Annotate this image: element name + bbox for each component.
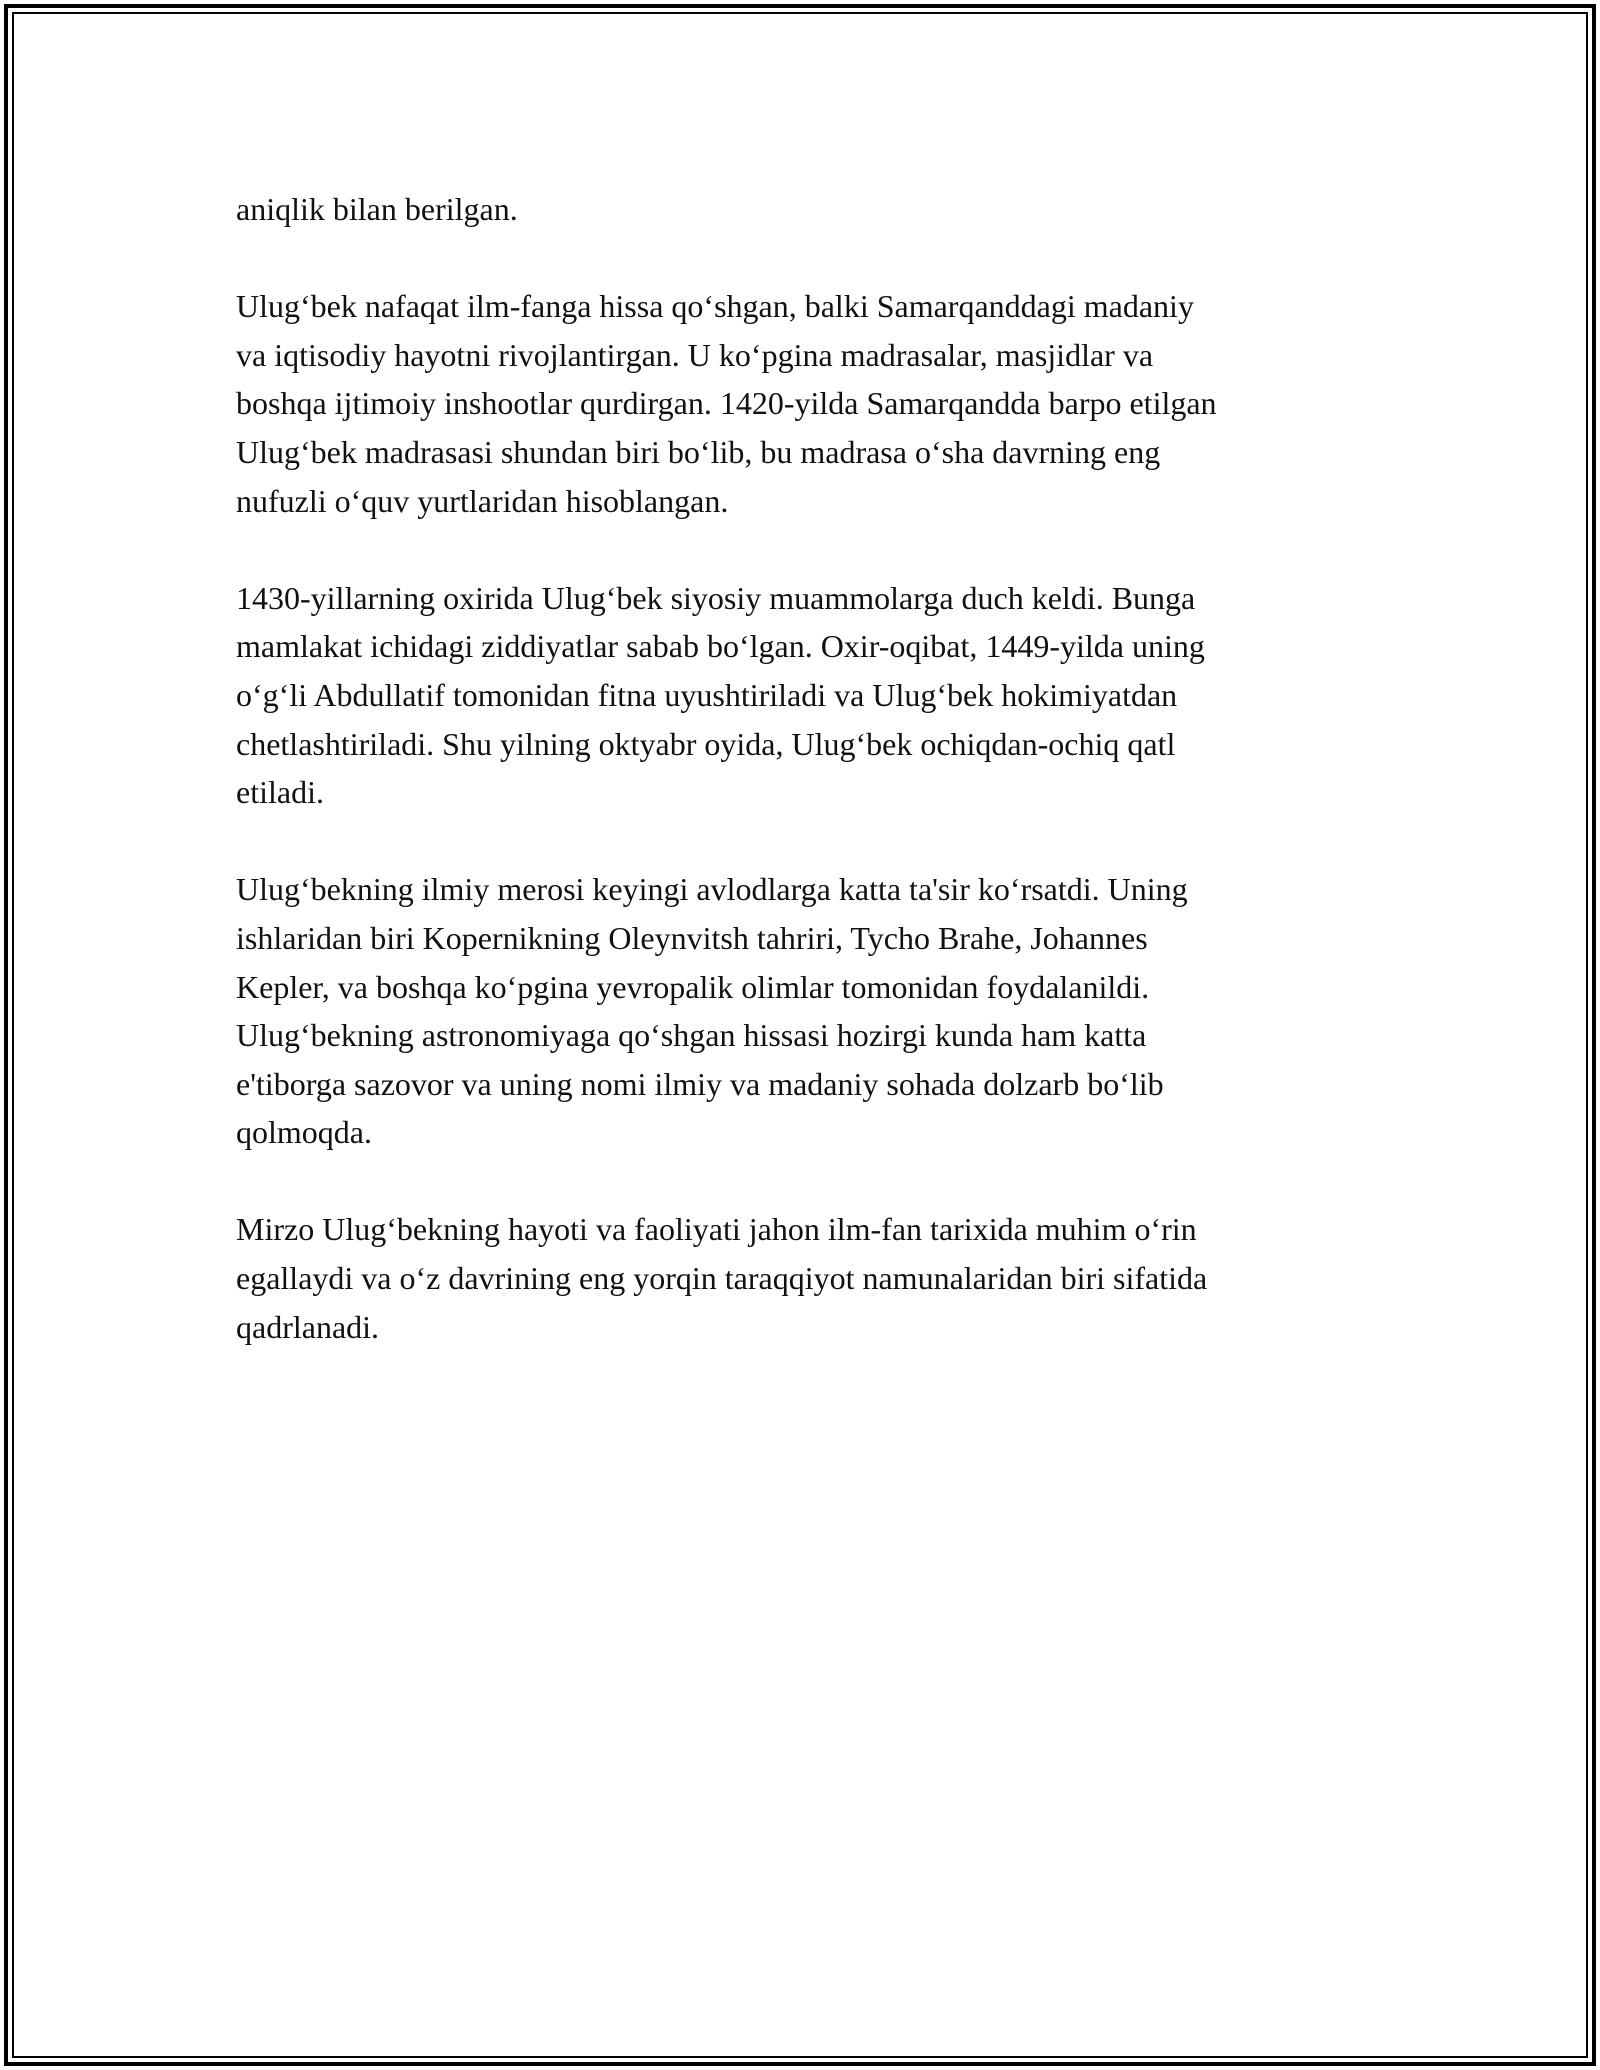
document-body	[236, 185, 1376, 1400]
paragraph-conclusion: Mirzo Ulug‘bekning hayoti va faoliyati jahon ilm-fan tarixida muhim o‘rin egallaydi va o‘z davrining eng yorqin taraqqiyot namunalaridan biri sifatida qadrlanadi.	[236, 1211, 1208, 1345]
paragraph-continuation: aniqlik bilan berilgan.	[236, 191, 518, 227]
paragraph-politics: 1430-yillarning oxirida Ulug‘bek siyosiy muammolarga duch keldi. Bunga mamlakat ichidagi ziddiyatlar sabab bo‘lgan. Oxir-oqibat, 1449-yilda uning o‘g‘li Abdullatif tomonidan fitna uyushtiriladi va Ulug‘bek hokimiyatdan chetlashtiriladi. Shu yilning oktyabr oyida, Ulug‘bek ochiqdan-ochiq qatl etiladi.	[236, 579, 1205, 811]
paragraph-legacy: Ulug‘bekning ilmiy merosi keyingi avlodlarga katta ta'sir ko‘rsatdi. Uning ishlaridan biri Kopernikning Oleynvitsh tahriri, Tycho Brahe, Johannes Kepler, va boshqa ko‘pgina yevropalik olimlar tomonidan foydalanildi. Ulug‘bekning astronomiyaga qo‘shgan hissasi hozirgi kunda ham katta e'tiborga sazovor va uning nomi ilmiy va madaniy sohada dolzarb bo‘lib qolmoqda.	[236, 871, 1188, 1151]
paragraph-culture: Ulug‘bek nafaqat ilm-fanga hissa qo‘shgan, balki Samarqanddagi madaniy va iqtisodiy hayotni rivojlantirgan. U ko‘pgina madrasalar, masjidlar va boshqa ijtimoiy inshootlar qurdirgan. 1420-yilda Samarqandda barpo etilgan Ulug‘bek madrasasi shundan biri bo‘lib, bu madrasa o‘sha davrning eng nufuzli o‘quv yurtlaridan hisoblangan.	[236, 288, 1217, 519]
